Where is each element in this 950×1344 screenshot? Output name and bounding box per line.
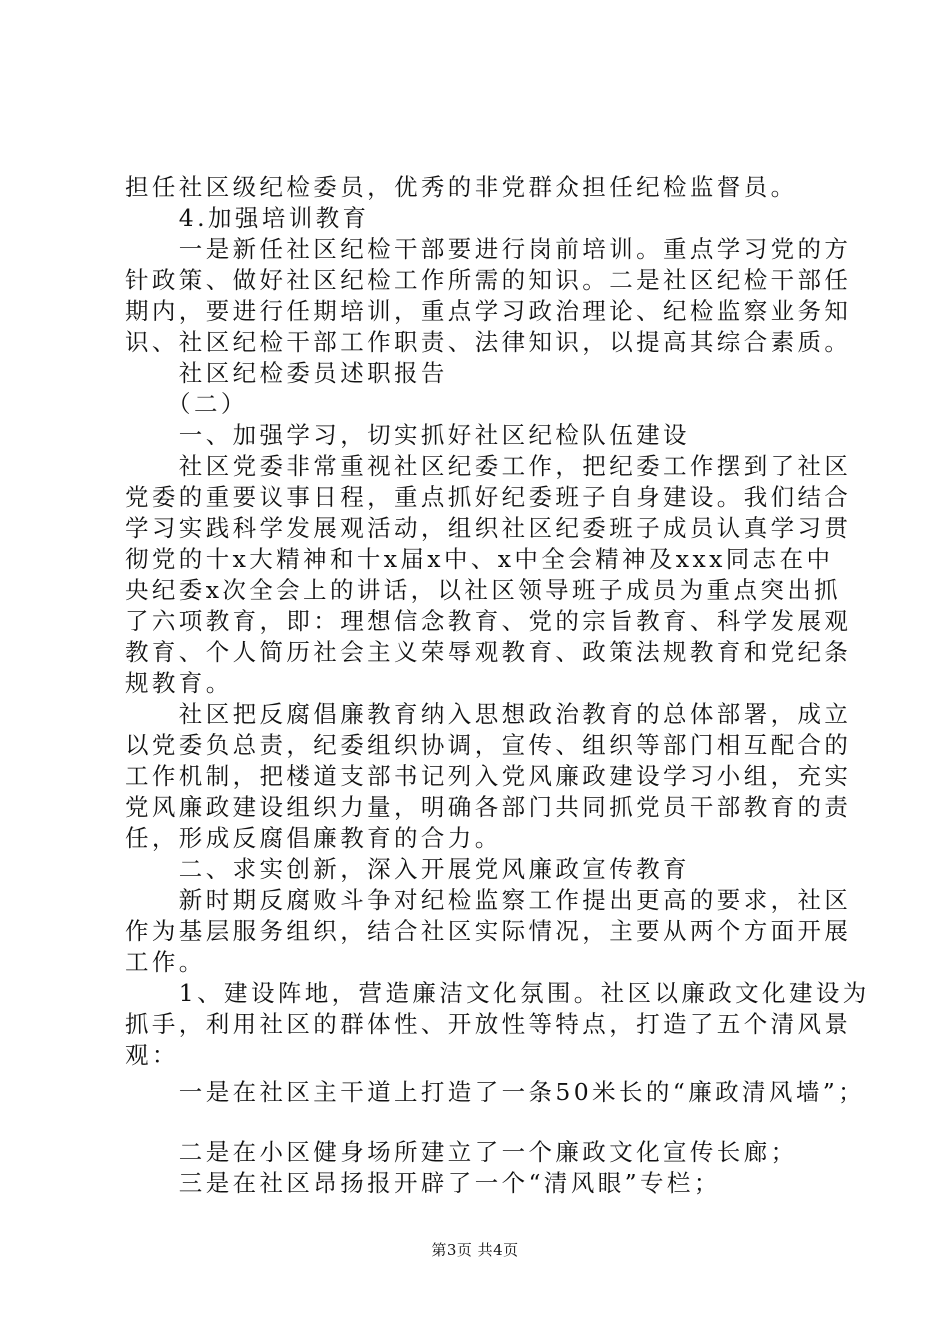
body-text-line: 一是新任社区纪检干部要进行岗前培训。重点学习党的方 <box>125 235 852 263</box>
section-heading: 二、求实创新，深入开展党风廉政宣传教育 <box>125 855 690 883</box>
body-text-line: 抓手，利用社区的群体性、开放性等特点，打造了五个清风景 <box>125 1010 852 1038</box>
body-text-line: 工作。 <box>125 948 206 976</box>
report-subtitle: （二） <box>125 390 248 418</box>
body-text-line: 规教育。 <box>125 669 233 697</box>
report-title: 社区纪检委员述职报告 <box>125 359 448 387</box>
body-text-line: 以党委负总责，纪委组织协调，宣传、组织等部门相互配合的 <box>125 731 852 759</box>
section-heading: 4.加强培训教育 <box>125 204 370 232</box>
body-text-line: 作为基层服务组织，结合社区实际情况，主要从两个方面开展 <box>125 917 852 945</box>
body-text-line: 三是在社区昂扬报开辟了一个“清风眼”专栏； <box>125 1169 721 1197</box>
body-text-line: 央纪委x次全会上的讲话，以社区领导班子成员为重点突出抓 <box>125 576 842 604</box>
body-text-line: 观： <box>125 1041 179 1069</box>
body-text-line: 了六项教育，即：理想信念教育、党的宗旨教育、科学发展观 <box>125 607 852 635</box>
page-number-footer: 第3页 共4页 <box>431 1241 519 1259</box>
body-text-line: 二是在小区健身场所建立了一个廉政文化宣传长廊； <box>125 1138 798 1166</box>
body-text-line: 新时期反腐败斗争对纪检监察工作提出更高的要求，社区 <box>125 886 852 914</box>
body-text-line: 学习实践科学发展观活动，组织社区纪委班子成员认真学习贯 <box>125 514 852 542</box>
body-text-line: 识、社区纪检干部工作职责、法律知识，以提高其综合素质。 <box>125 328 852 356</box>
body-text-line: 教育、个人简历社会主义荣辱观教育、政策法规教育和党纪条 <box>125 638 852 666</box>
section-heading: 一、加强学习，切实抓好社区纪检队伍建设 <box>125 421 690 449</box>
body-text-line: 彻党的十x大精神和十x届x中、x中全会精神及xxx同志在中 <box>125 545 834 573</box>
body-text-line: 针政策、做好社区纪检工作所需的知识。二是社区纪检干部任 <box>125 266 852 294</box>
body-text-line: 1、建设阵地，营造廉洁文化氛围。社区以廉政文化建设为 <box>125 979 870 1007</box>
body-text-line: 担任社区级纪检委员，优秀的非党群众担任纪检监督员。 <box>125 173 798 201</box>
body-text-line: 期内，要进行任期培训，重点学习政治理论、纪检监察业务知 <box>125 297 852 325</box>
body-text-line: 任，形成反腐倡廉教育的合力。 <box>125 824 502 852</box>
body-text-line: 一是在社区主干道上打造了一条50米长的“廉政清风墙”； <box>125 1078 866 1106</box>
body-text-line: 社区党委非常重视社区纪委工作，把纪委工作摆到了社区 <box>125 452 852 480</box>
body-text-line: 社区把反腐倡廉教育纳入思想政治教育的总体部署，成立 <box>125 700 852 728</box>
body-text-line: 党风廉政建设组织力量，明确各部门共同抓党员干部教育的责 <box>125 793 852 821</box>
body-text-line: 党委的重要议事日程，重点抓好纪委班子自身建设。我们结合 <box>125 483 852 511</box>
body-text-line: 工作机制，把楼道支部书记列入党风廉政建设学习小组，充实 <box>125 762 852 790</box>
